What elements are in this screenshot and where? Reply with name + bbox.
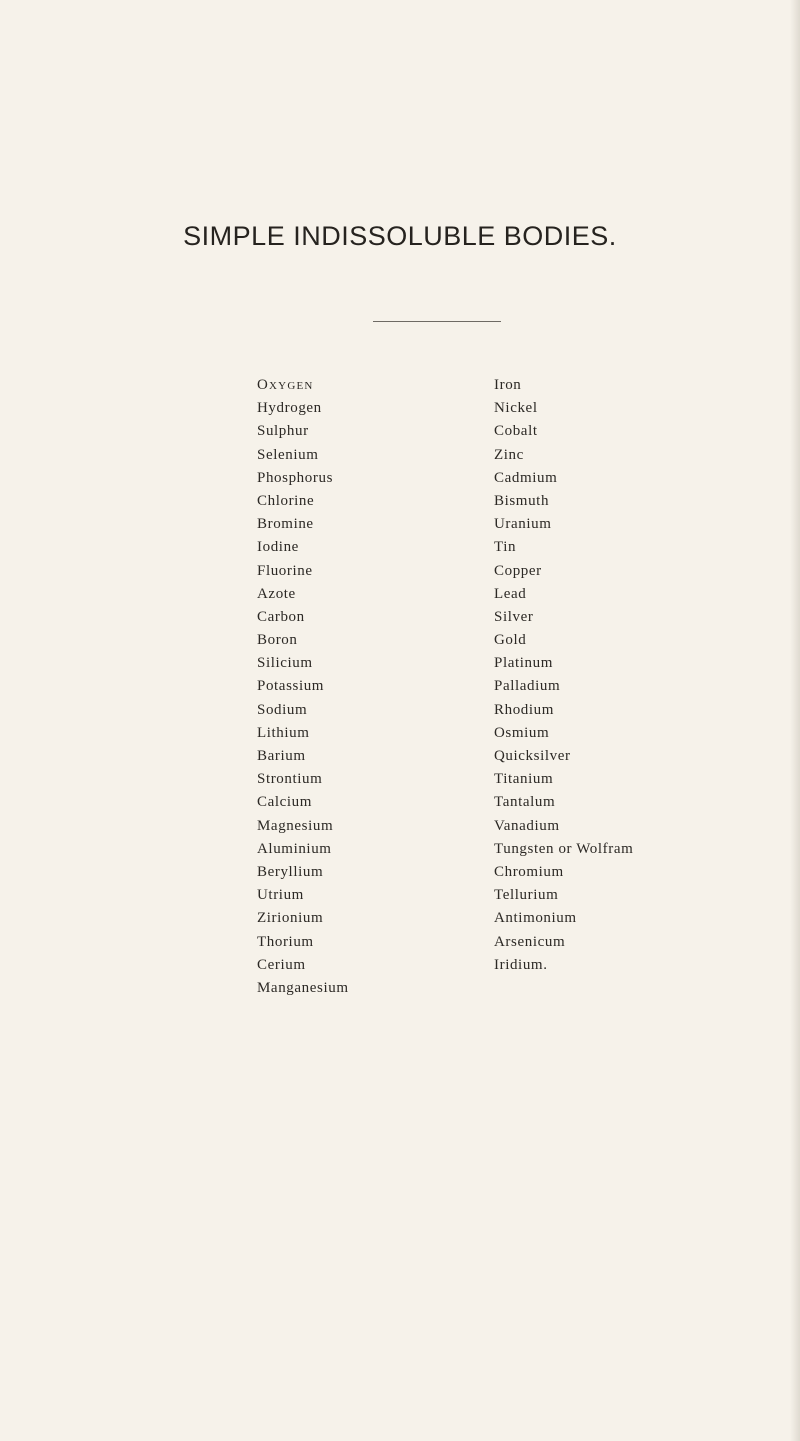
list-item: Calcium bbox=[257, 794, 313, 811]
list-item: Hydrogen bbox=[257, 400, 322, 417]
list-item: Chlorine bbox=[257, 492, 315, 509]
list-item: Selenium bbox=[257, 446, 319, 463]
list-item: Tantalum bbox=[494, 794, 556, 811]
elements-list-right bbox=[494, 374, 633, 977]
list-item: Iridium. bbox=[494, 956, 548, 973]
list-item: Boron bbox=[257, 632, 298, 649]
list-item: Fluorine bbox=[257, 562, 313, 579]
list-item: Carbon bbox=[257, 608, 305, 625]
list-item: Lithium bbox=[257, 724, 310, 741]
list-item: Manganesium bbox=[257, 979, 349, 996]
list-item: Lead bbox=[494, 585, 527, 602]
list-item: Tungsten or Wolfram bbox=[494, 840, 634, 857]
list-item: Silver bbox=[494, 608, 534, 625]
list-item: Cadmium bbox=[494, 469, 558, 486]
list-item: Bromine bbox=[257, 516, 314, 533]
page-title: SIMPLE INDISSOLUBLE BODIES. bbox=[183, 221, 617, 251]
list-item: Barium bbox=[257, 748, 306, 764]
list-item: Thorium bbox=[257, 933, 314, 950]
list-item: Vanadium bbox=[494, 817, 560, 834]
list-item: Magnesium bbox=[257, 817, 334, 834]
list-item: Antimonium bbox=[494, 910, 577, 927]
list-item: Aluminium bbox=[257, 840, 332, 857]
list-item: Copper bbox=[494, 562, 542, 579]
list-item: Azote bbox=[257, 585, 296, 602]
list-item: Beryllium bbox=[257, 863, 324, 880]
list-item: Arsenicum bbox=[494, 933, 566, 950]
elements-list-left bbox=[257, 374, 349, 1000]
list-item: Sodium bbox=[257, 701, 308, 718]
list-item: Tellurium bbox=[494, 887, 559, 904]
list-item: Nickel bbox=[494, 400, 538, 417]
list-item: Palladium bbox=[494, 678, 561, 695]
list-item: Cobalt bbox=[494, 423, 538, 440]
list-item: Tin bbox=[494, 539, 517, 556]
list-item: Iodine bbox=[257, 539, 299, 556]
title-divider bbox=[373, 321, 501, 322]
list-item: Chromium bbox=[494, 863, 564, 880]
list-item: Silicium bbox=[257, 655, 313, 672]
list-item: Strontium bbox=[257, 771, 323, 788]
list-item: Phosphorus bbox=[257, 469, 334, 486]
list-item: Uranium bbox=[494, 516, 552, 533]
list-item: Iron bbox=[494, 377, 522, 393]
list-item: Gold bbox=[494, 632, 527, 649]
list-item: Rhodium bbox=[494, 701, 555, 718]
list-item: Zirionium bbox=[257, 910, 324, 927]
list-item: Quicksilver bbox=[494, 748, 571, 764]
list-item: Zinc bbox=[494, 446, 524, 463]
list-item: Sulphur bbox=[257, 423, 309, 440]
list-item: Bismuth bbox=[494, 492, 550, 509]
list-item: Osmium bbox=[494, 724, 550, 741]
list-item: Platinum bbox=[494, 655, 553, 672]
list-item: Oxygen bbox=[257, 377, 314, 393]
list-item: Cerium bbox=[257, 956, 306, 973]
list-item: Potassium bbox=[257, 678, 325, 695]
page-edge-shadow bbox=[790, 0, 800, 1441]
list-item: Titanium bbox=[494, 771, 554, 788]
list-item: Utrium bbox=[257, 887, 304, 904]
